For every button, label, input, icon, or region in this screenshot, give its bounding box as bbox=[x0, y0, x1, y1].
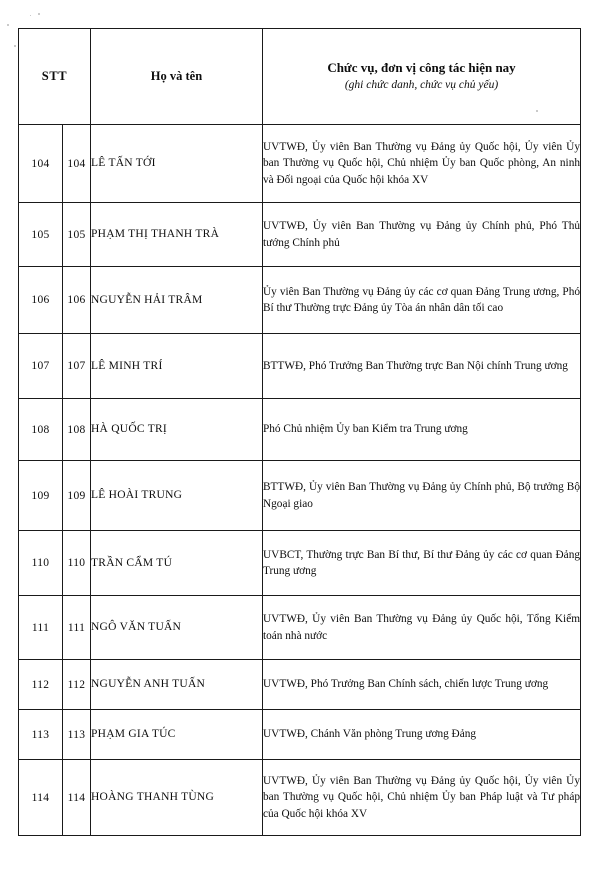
scan-speckle bbox=[30, 15, 31, 16]
row-position: Ủy viên Ban Thường vụ Đảng ủy các cơ quan Đảng Trung ương, Phó Bí thư Thường trực Đảng ủy Tòa án nhân dân tối cao bbox=[263, 267, 581, 334]
table-row bbox=[19, 399, 581, 461]
roster-table-container bbox=[18, 28, 580, 836]
row-index-primary: 106 bbox=[19, 267, 63, 334]
row-index-secondary: 113 bbox=[63, 710, 91, 760]
table-row bbox=[19, 531, 581, 596]
row-name: NGUYỄN ANH TUẤN bbox=[91, 660, 263, 710]
column-header-stt: STT bbox=[19, 29, 91, 125]
table-header bbox=[19, 29, 581, 125]
row-name: HOÀNG THANH TÙNG bbox=[91, 760, 263, 836]
row-position: UVTWĐ, Phó Trưởng Ban Chính sách, chiến lược Trung ương bbox=[263, 660, 581, 710]
table-row bbox=[19, 760, 581, 836]
row-index-primary: 105 bbox=[19, 203, 63, 267]
row-name: LÊ HOÀI TRUNG bbox=[91, 461, 263, 531]
column-header-name: Họ và tên bbox=[91, 29, 263, 125]
scan-speckle bbox=[14, 45, 16, 47]
row-name: NGUYỄN HẢI TRÂM bbox=[91, 267, 263, 334]
row-index-secondary: 105 bbox=[63, 203, 91, 267]
row-position: Phó Chủ nhiệm Ủy ban Kiểm tra Trung ương bbox=[263, 399, 581, 461]
row-index-primary: 112 bbox=[19, 660, 63, 710]
row-name: HÀ QUỐC TRỊ bbox=[91, 399, 263, 461]
row-index-secondary: 114 bbox=[63, 760, 91, 836]
row-index-secondary: 110 bbox=[63, 531, 91, 596]
row-index-secondary: 112 bbox=[63, 660, 91, 710]
table-row bbox=[19, 461, 581, 531]
row-index-secondary: 107 bbox=[63, 334, 91, 399]
table-row bbox=[19, 334, 581, 399]
row-name: PHẠM GIA TÚC bbox=[91, 710, 263, 760]
row-index-primary: 113 bbox=[19, 710, 63, 760]
row-position: BTTWĐ, Phó Trưởng Ban Thường trực Ban Nội chính Trung ương bbox=[263, 334, 581, 399]
table-row bbox=[19, 125, 581, 203]
row-position: UVTWĐ, Ủy viên Ban Thường vụ Đảng ủy Chính phủ, Phó Thủ tướng Chính phủ bbox=[263, 203, 581, 267]
row-position: UVBCT, Thường trực Ban Bí thư, Bí thư Đảng ủy các cơ quan Đảng Trung ương bbox=[263, 531, 581, 596]
header-row bbox=[19, 29, 581, 125]
table-row bbox=[19, 267, 581, 334]
row-position: BTTWĐ, Ủy viên Ban Thường vụ Đảng ủy Chính phủ, Bộ trưởng Bộ Ngoại giao bbox=[263, 461, 581, 531]
table-row bbox=[19, 710, 581, 760]
column-header-position bbox=[263, 29, 581, 125]
row-index-primary: 107 bbox=[19, 334, 63, 399]
table-row bbox=[19, 596, 581, 660]
row-name: PHẠM THỊ THANH TRÀ bbox=[91, 203, 263, 267]
table-body bbox=[19, 125, 581, 836]
roster-table bbox=[18, 28, 581, 836]
row-index-primary: 108 bbox=[19, 399, 63, 461]
row-name: LÊ TẤN TỚI bbox=[91, 125, 263, 203]
row-position: UVTWĐ, Ủy viên Ban Thường vụ Đảng ủy Quốc hội, Tổng Kiểm toán nhà nước bbox=[263, 596, 581, 660]
row-name: TRẦN CẨM TÚ bbox=[91, 531, 263, 596]
row-name: NGÔ VĂN TUẤN bbox=[91, 596, 263, 660]
row-index-secondary: 106 bbox=[63, 267, 91, 334]
row-index-primary: 111 bbox=[19, 596, 63, 660]
row-index-secondary: 109 bbox=[63, 461, 91, 531]
row-name: LÊ MINH TRÍ bbox=[91, 334, 263, 399]
row-index-secondary: 104 bbox=[63, 125, 91, 203]
row-index-secondary: 111 bbox=[63, 596, 91, 660]
scan-speckle bbox=[38, 13, 40, 15]
table-row bbox=[19, 203, 581, 267]
row-position: UVTWĐ, Chánh Văn phòng Trung ương Đảng bbox=[263, 710, 581, 760]
row-position: UVTWĐ, Ủy viên Ban Thường vụ Đảng ủy Quốc hội, Ủy viên Ủy ban Thường vụ Quốc hội, Chủ nhiệm Ủy ban Pháp luật và Tư pháp của Quốc hội khóa XV bbox=[263, 760, 581, 836]
column-header-position-note: (ghi chức danh, chức vụ chủ yếu) bbox=[344, 79, 499, 92]
row-position: UVTWĐ, Ủy viên Ban Thường vụ Đảng ủy Quốc hội, Ủy viên Ủy ban Thường vụ Quốc hội, Chủ nhiệm Ủy ban Quốc phòng, An ninh và Đối ngoại của Quốc hội khóa XV bbox=[263, 125, 581, 203]
row-index-primary: 114 bbox=[19, 760, 63, 836]
column-header-position-title: Chức vụ, đơn vị công tác hiện nay bbox=[327, 60, 516, 76]
scan-speckle bbox=[7, 24, 9, 26]
row-index-primary: 109 bbox=[19, 461, 63, 531]
row-index-primary: 104 bbox=[19, 125, 63, 203]
row-index-secondary: 108 bbox=[63, 399, 91, 461]
row-index-primary: 110 bbox=[19, 531, 63, 596]
table-row bbox=[19, 660, 581, 710]
